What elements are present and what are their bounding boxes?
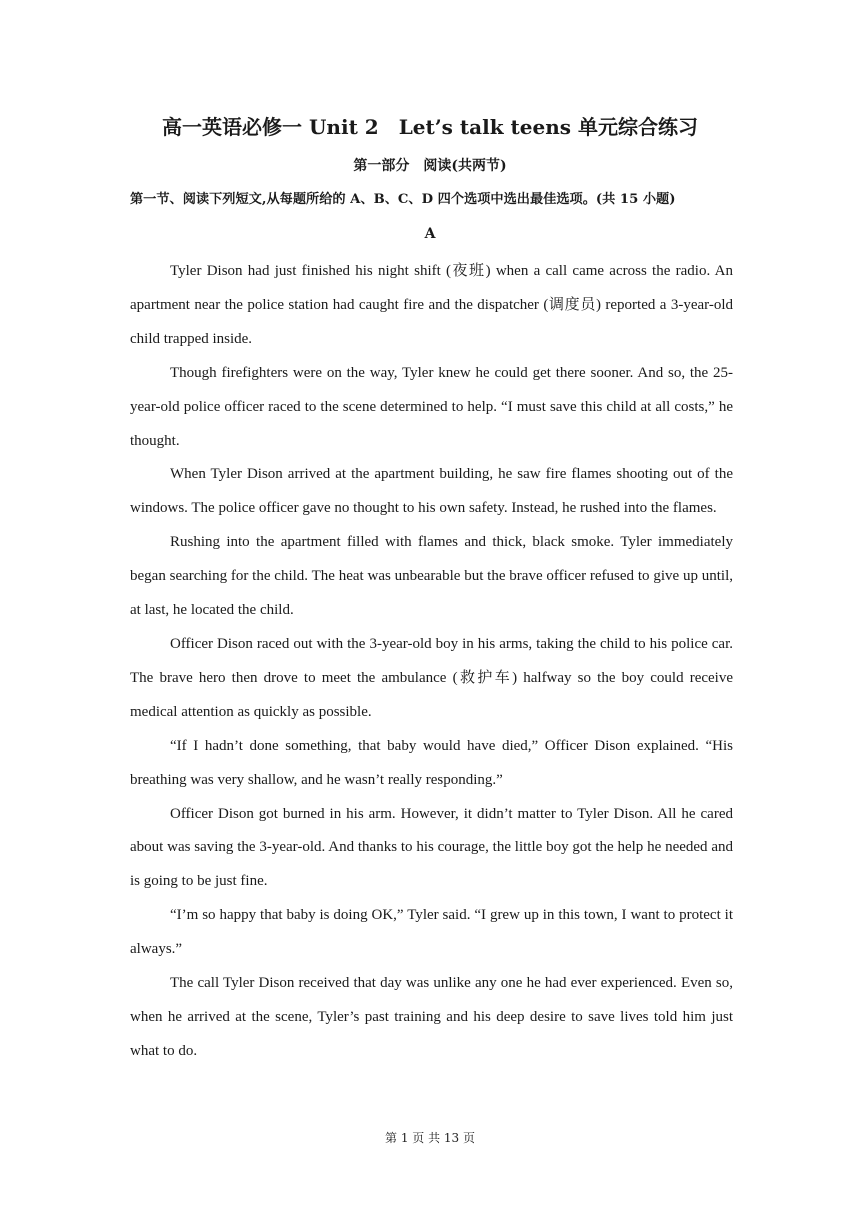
paragraph-5: Officer Dison raced out with the 3-year-old boy in his arms, taking the child to his police car. The brave hero then drove to meet the ambulance (救护车) halfway so the boy could receive medical attention as quickly as possible.: [130, 635, 733, 720]
paragraph-9: The call Tyler Dison received that day was unlike any one he had ever experienced. Even so, when he arrived at the scene, Tyler’s past training and his deep desire to save lives told him just what to do.: [130, 975, 733, 1059]
paragraph-8: “I’m so happy that baby is doing OK,” Tyler said. “I grew up in this town, I want to protect it always.”: [130, 907, 733, 958]
passage-label: A: [424, 226, 436, 242]
paragraph-1: Tyler Dison had just finished his night shift (夜班) when a call came across the radio. An apartment near the police station had caught fire and the dispatcher (调度员) reported a 3-year-old child trapped inside.: [130, 263, 733, 347]
paragraph-4: Rushing into the apartment filled with flames and thick, black smoke. Tyler immediately began searching for the child. The heat was unbearable but the brave officer refused to give up until, at last, he located the child.: [130, 534, 733, 619]
part-heading: 第一部分 阅读(共两节): [353, 158, 507, 174]
section-heading: 第一节、阅读下列短文,从每题所给的 A、B、C、D 四个选项中选出最佳选项。(共 15 小题): [130, 192, 676, 207]
passage-body: [130, 255, 733, 1069]
paragraph-3: When Tyler Dison arrived at the apartment building, he saw fire flames shooting out of the windows. The police officer gave no thought to his own safety. Instead, he rushed into the flames.: [130, 466, 733, 517]
document-title: 高一英语必修一 Unit 2 Let’s talk teens 单元综合练习: [162, 115, 698, 139]
paragraph-2: Though firefighters were on the way, Tyler knew he could get there sooner. And so, the 25-year-old police officer raced to the scene determined to help. “I must save this child at all costs,” he thought.: [130, 364, 733, 449]
paragraph-6: “If I hadn’t done something, that baby would have died,” Officer Dison explained. “His breathing was very shallow, and he wasn’t really responding.”: [130, 737, 733, 788]
paragraph-7: Officer Dison got burned in his arm. However, it didn’t matter to Tyler Dison. All he cared about was saving the 3-year-old. And thanks to his courage, the little boy got the help he needed and is going to be just fine.: [130, 805, 733, 890]
page-footer: 第 1 页 共 13 页: [385, 1131, 475, 1145]
